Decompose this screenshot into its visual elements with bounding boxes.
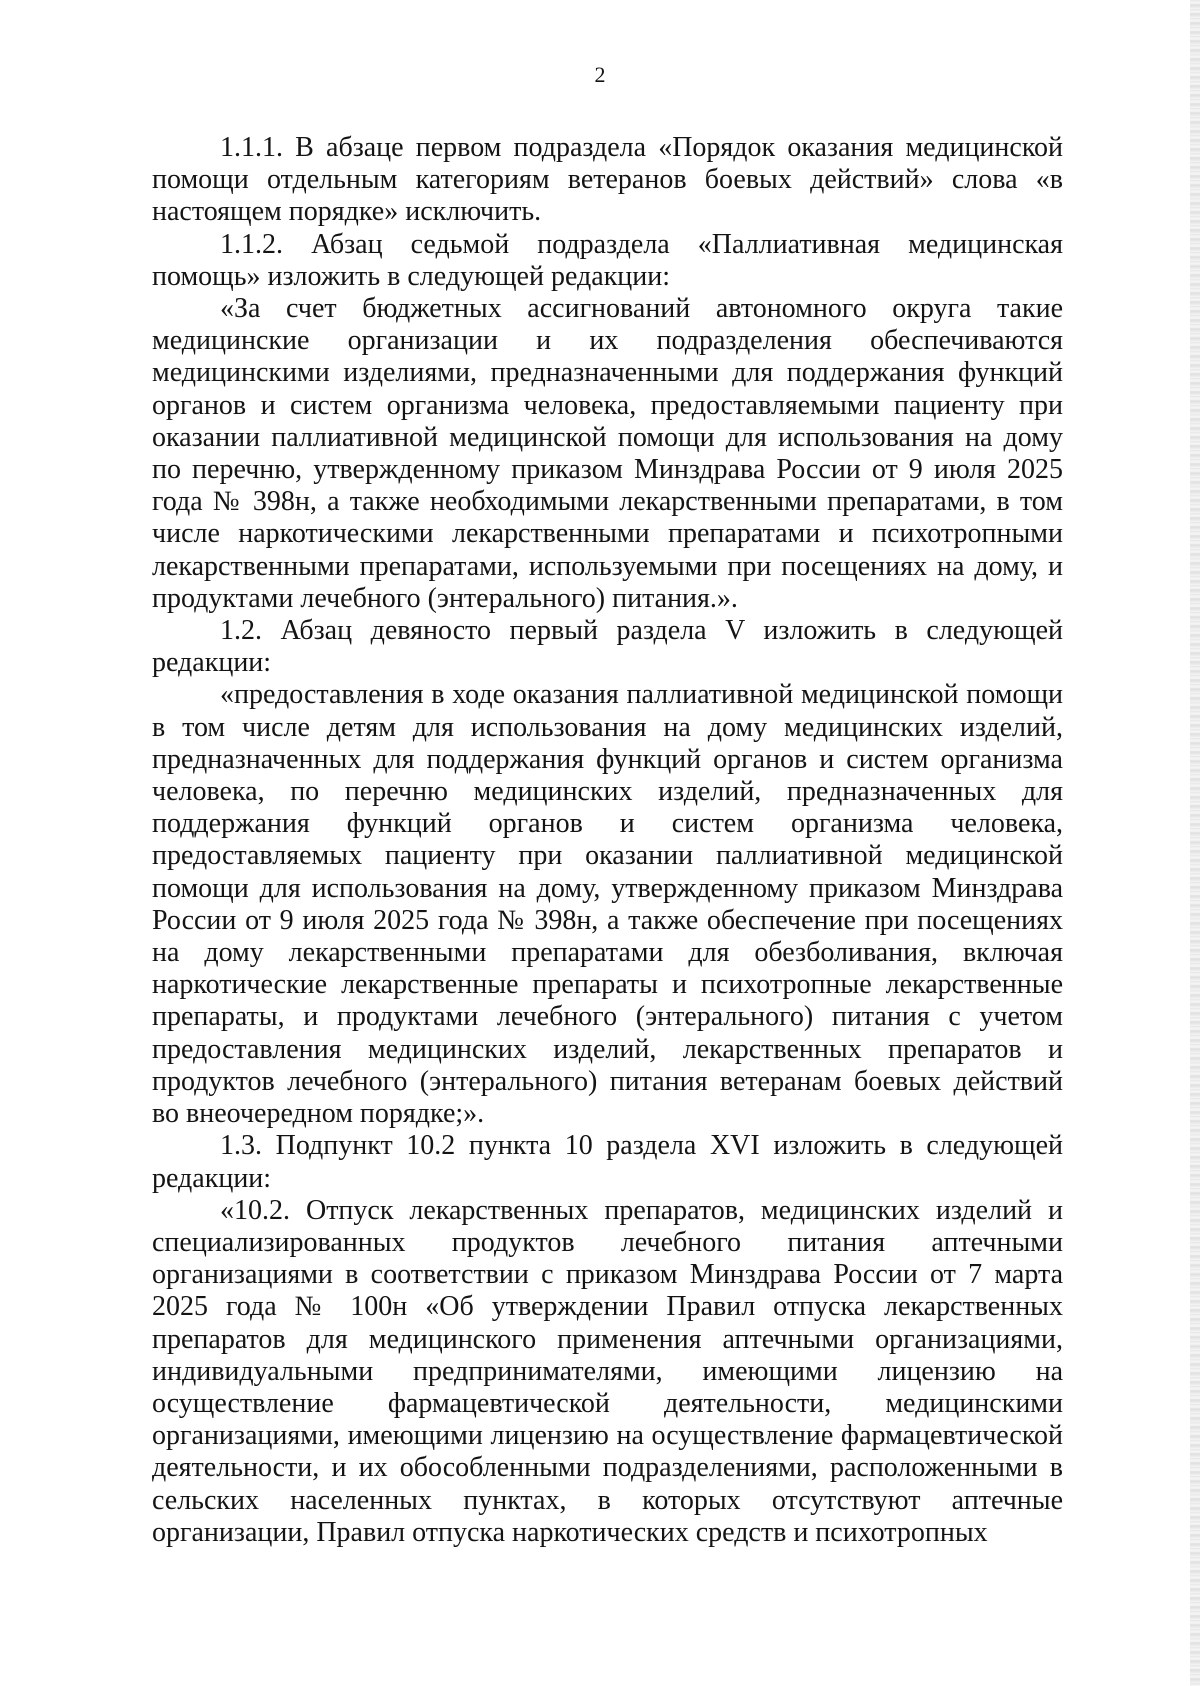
scan-edge-decoration bbox=[1190, 0, 1200, 1686]
paragraph-quote-section-v: «предоставления в ходе оказания паллиативной медицинской помощи в том числе детям для использования на дому медицинских изделий, предназначенных для поддержания функций органов и систем организма человека, по перечню медицинских изделий, предназначенных для поддержания функций органов и систем организма человека, предоставляемых пациенту при оказании паллиативной медицинской помощи для использования на дому, утвержденному приказом Минздрава России от 9 июля 2025 года № 398н, а также обеспечение при посещениях на дому лекарственными препаратами для обезболивания, включая наркотические лекарственные препараты и психотропные лекарственные препараты, и продуктами лечебного (энтерального) питания с учетом предоставления медицинских изделий, лекарственных препаратов и продуктов лечебного (энтерального) питания ветеранам боевых действий во внеочередном порядке;». bbox=[152, 679, 1063, 1130]
paragraph-quote-10-2: «10.2. Отпуск лекарственных препаратов, медицинских изделий и специализированных продуктов лечебного питания аптечными организациями в соответствии с приказом Минздрава России от 7 марта 2025 года № 100н «Об утверждении Правил отпуска лекарственных препаратов для медицинского применения аптечными организациями, индивидуальными предпринимателями, имеющими лицензию на осуществление фармацевтической деятельности, медицинскими организациями, имеющими лицензию на осуществление фармацевтической деятельности, и их обособленными подразделениями, расположенными в сельских населенных пунктах, в которых отсутствуют аптечные организации, Правил отпуска наркотических средств и психотропных bbox=[152, 1194, 1063, 1548]
paragraph-1-1-2: 1.1.2. Абзац седьмой подраздела «Паллиативная медицинская помощь» изложить в следующей редакции: bbox=[152, 228, 1063, 292]
paragraph-quote-palliative: «За счет бюджетных ассигнований автономного округа такие медицинские организации и их подразделения обеспечиваются медицинскими изделиями, предназначенными для поддержания функций органов и систем организма человека, предоставляемыми пациенту при оказании паллиативной медицинской помощи для использования на дому по перечню, утвержденному приказом Минздрава России от 9 июля 2025 года № 398н, а также необходимыми лекарственными препаратами, в том числе наркотическими лекарственными препаратами и психотропными лекарственными препаратами, используемыми при посещениях на дому, и продуктами лечебного (энтерального) питания.». bbox=[152, 293, 1063, 614]
paragraph-1-2: 1.2. Абзац девяносто первый раздела V изложить в следующей редакции: bbox=[152, 615, 1063, 679]
page-number: 2 bbox=[594, 62, 606, 87]
paragraph-1-1-1: 1.1.1. В абзаце первом подраздела «Порядок оказания медицинской помощи отдельным категориям ветеранов боевых действий» слова «в настоящем порядке» исключить. bbox=[152, 132, 1063, 228]
document-body bbox=[152, 132, 1063, 1549]
paragraph-1-3: 1.3. Подпункт 10.2 пункта 10 раздела XVI изложить в следующей редакции: bbox=[152, 1130, 1063, 1194]
